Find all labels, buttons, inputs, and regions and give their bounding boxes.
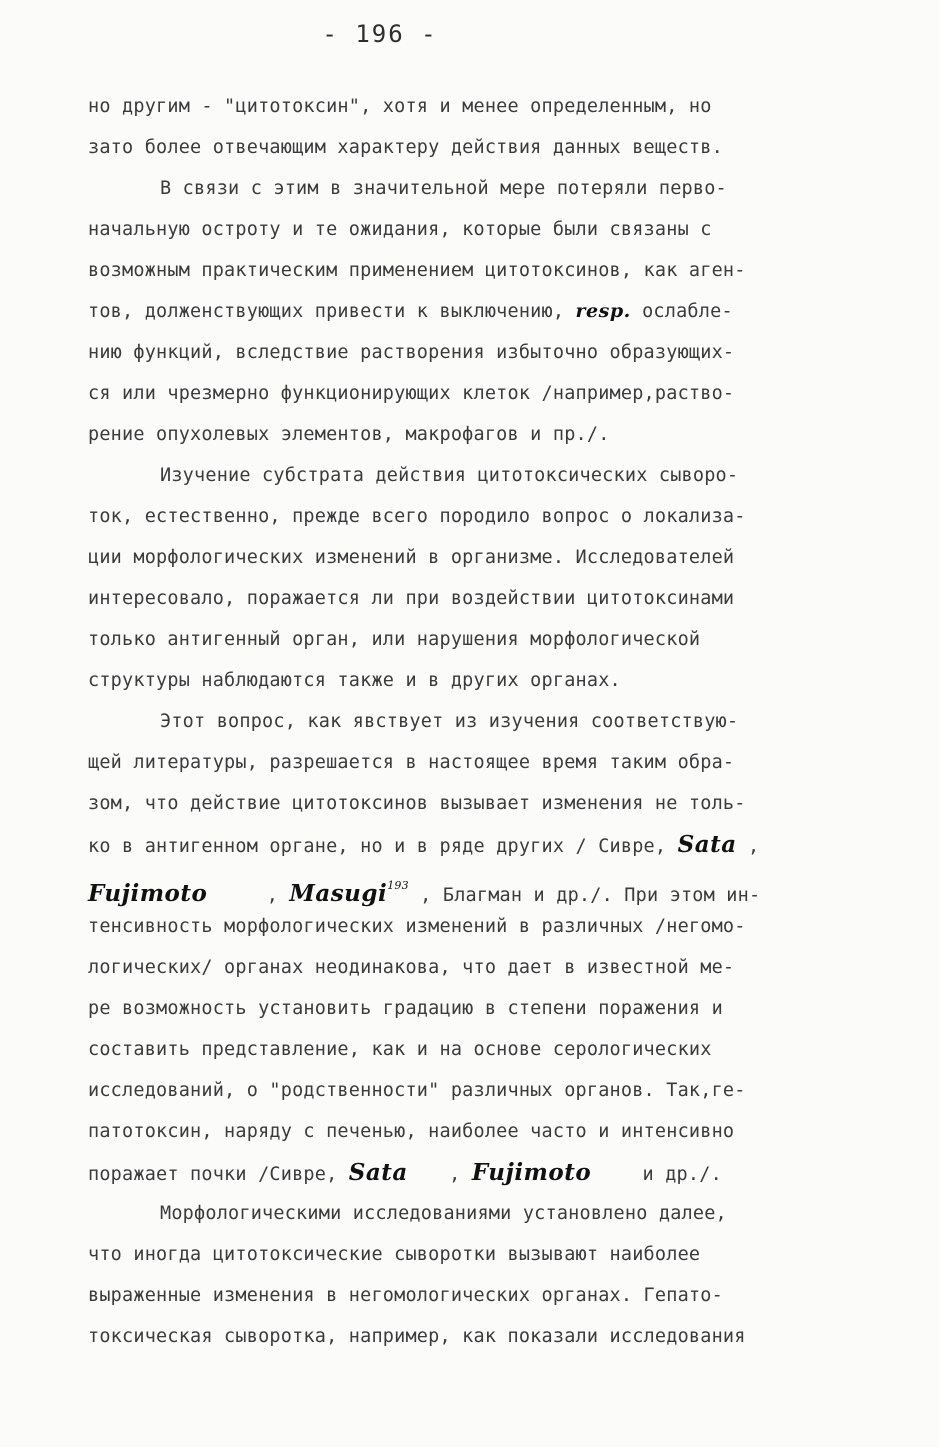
line-text: тов, долженствующих привести к выключению, xyxy=(88,301,576,322)
text-line: тенсивность морфологических изменений в различных /негомо- xyxy=(88,916,746,937)
text-line: зато более отвечающим характеру действия данных веществ. xyxy=(88,137,723,158)
reference-number: 193 xyxy=(387,879,409,892)
text-line-with-handwriting xyxy=(88,865,868,906)
text-line: что иногда цитотоксические сыворотки вызывают наиболее xyxy=(88,1244,701,1265)
text-line: интересовало, поражается ли при воздействии цитотоксинами xyxy=(88,588,735,609)
text-line: ток, естественно, прежде всего породило вопрос о локализа- xyxy=(88,506,746,527)
paragraph-start-line: Изучение субстрата действия цитотоксических сыворо- xyxy=(160,465,739,486)
paragraph-start-line: Этот вопрос, как явствует из изучения соответствую- xyxy=(160,711,739,732)
handwritten-name-sata: Sata xyxy=(348,1159,408,1186)
line-text: поражает почки /Сивре, xyxy=(88,1164,349,1185)
line-text: и др./. xyxy=(631,1164,722,1185)
text-line: составить представление, как и на основе серологических xyxy=(88,1039,712,1060)
text-line: токсическая сыворотка, например, как показали исследования xyxy=(88,1326,746,1347)
line-text: , Благман и др./. При этом ин- xyxy=(408,885,761,906)
text-line-with-handwriting xyxy=(88,824,868,865)
text-line: исследований, о "родственности" различных органов. Так,ге- xyxy=(88,1080,746,1101)
text-line: рение опухолевых элементов, макрофагов и пр./. xyxy=(88,424,610,445)
text-line: ся или чрезмерно функционирующих клеток /например,раство- xyxy=(88,383,735,404)
handwritten-name-sata: Sata xyxy=(677,831,737,858)
text-line-with-handwriting xyxy=(88,1152,868,1193)
text-line: выраженные изменения в негомологических органах. Гепато- xyxy=(88,1285,723,1306)
paragraph-start-line: В связи с этим в значительной мере потеряли перво- xyxy=(160,178,727,199)
line-text: , xyxy=(736,836,760,857)
text-line-with-handwriting xyxy=(88,291,868,332)
line-text: , xyxy=(437,1164,472,1185)
text-line: структуры наблюдаются также и в других органах. xyxy=(88,670,621,691)
paragraph-start-line: Морфологическими исследованиями установлено далее, xyxy=(160,1203,727,1224)
text-line: начальную остроту и те ожидания, которые были связаны с xyxy=(88,219,712,240)
text-line: патотоксин, наряду с печенью, наиболее часто и интенсивно xyxy=(88,1121,735,1142)
text-line: возможным практическим применением цитотоксинов, как аген- xyxy=(88,260,746,281)
line-text: , xyxy=(255,885,290,906)
text-line: только антигенный орган, или нарушения морфологической xyxy=(88,629,701,650)
handwritten-name-fujimoto: Fujimoto xyxy=(88,880,208,907)
text-line: ре возможность установить градацию в степени поражения и xyxy=(88,998,723,1019)
text-line: ции морфологических изменений в организме. Исследователей xyxy=(88,547,735,568)
handwritten-name-masugi: Masugi xyxy=(289,880,388,907)
body-text xyxy=(88,86,868,1357)
text-line: зом, что действие цитотоксинов вызывает изменения не толь- xyxy=(88,793,746,814)
text-line: нию функций, вследствие растворения избыточно образующих- xyxy=(88,342,735,363)
line-text: ослабле- xyxy=(630,301,733,322)
text-line: щей литературы, разрешается в настоящее время таким обра- xyxy=(88,752,735,773)
text-line: логических/ органах неодинакова, что дает в известной ме- xyxy=(88,957,735,978)
line-text: ко в антигенном органе, но и в ряде других / Сивре, xyxy=(88,836,678,857)
page-number: - 196 - xyxy=(322,20,438,48)
handwritten-resp: resp. xyxy=(575,300,631,322)
text-line: но другим - "цитотоксин", хотя и менее определенным, но xyxy=(88,96,712,117)
handwritten-name-fujimoto: Fujimoto xyxy=(471,1159,592,1186)
